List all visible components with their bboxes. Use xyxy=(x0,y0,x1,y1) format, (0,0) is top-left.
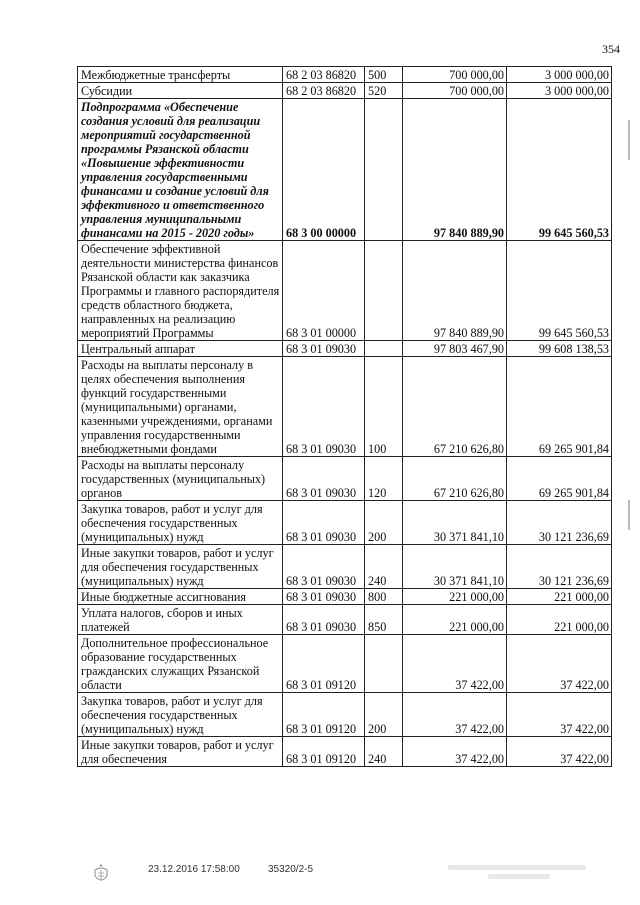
row-code: 68 3 01 09030 xyxy=(283,545,365,589)
row-name: Центральный аппарат xyxy=(78,341,283,357)
row-amount-2020: 37 422,00 xyxy=(507,737,612,767)
signature-watermark xyxy=(444,862,594,884)
table-row xyxy=(78,241,612,341)
row-amount-2019: 67 210 626,80 xyxy=(403,457,507,501)
row-expense-type xyxy=(365,341,403,357)
row-code: 68 3 01 09120 xyxy=(283,737,365,767)
row-amount-2019: 97 803 467,90 xyxy=(403,341,507,357)
row-code: 68 3 01 09030 xyxy=(283,501,365,545)
table-row xyxy=(78,67,612,83)
row-name: Закупка товаров, работ и услуг для обеспечения государственных (муниципальных) нужд xyxy=(78,501,283,545)
row-expense-type xyxy=(365,241,403,341)
row-code: 68 3 01 09120 xyxy=(283,635,365,693)
footer-datetime: 23.12.2016 17:58:00 xyxy=(148,864,240,875)
row-name: Дополнительное профессиональное образование государственных гражданских служащих Рязанской области xyxy=(78,635,283,693)
row-code: 68 3 00 00000 xyxy=(283,99,365,241)
row-amount-2020: 37 422,00 xyxy=(507,635,612,693)
row-amount-2020: 69 265 901,84 xyxy=(507,457,612,501)
row-code: 68 3 01 09030 xyxy=(283,589,365,605)
row-code: 68 3 01 09120 xyxy=(283,693,365,737)
margin-mark xyxy=(628,120,630,160)
table-row xyxy=(78,737,612,767)
row-expense-type: 100 xyxy=(365,357,403,457)
row-amount-2019: 37 422,00 xyxy=(403,737,507,767)
table-row xyxy=(78,635,612,693)
table-row xyxy=(78,589,612,605)
row-code: 68 3 01 09030 xyxy=(283,605,365,635)
row-amount-2019: 30 371 841,10 xyxy=(403,545,507,589)
row-name: Иные бюджетные ассигнования xyxy=(78,589,283,605)
row-amount-2020: 99 608 138,53 xyxy=(507,341,612,357)
row-amount-2019: 221 000,00 xyxy=(403,589,507,605)
row-name: Субсидии xyxy=(78,83,283,99)
row-expense-type: 850 xyxy=(365,605,403,635)
row-amount-2019: 700 000,00 xyxy=(403,67,507,83)
emblem-icon xyxy=(90,862,112,886)
row-amount-2020: 221 000,00 xyxy=(507,605,612,635)
row-expense-type xyxy=(365,635,403,693)
table-row xyxy=(78,693,612,737)
row-amount-2019: 37 422,00 xyxy=(403,635,507,693)
row-name: Иные закупки товаров, работ и услуг для обеспечения государственных (муниципальных) нужд xyxy=(78,545,283,589)
row-expense-type xyxy=(365,99,403,241)
row-amount-2019: 97 840 889,90 xyxy=(403,241,507,341)
table-row xyxy=(78,99,612,241)
row-name: Расходы на выплаты персоналу государственных (муниципальных) органов xyxy=(78,457,283,501)
row-amount-2020: 30 121 236,69 xyxy=(507,501,612,545)
footer-doc-number: 35320/2-5 xyxy=(268,864,314,875)
table-row xyxy=(78,545,612,589)
row-code: 68 3 01 09030 xyxy=(283,357,365,457)
row-amount-2019: 37 422,00 xyxy=(403,693,507,737)
budget-table xyxy=(77,66,612,767)
row-name: Уплата налогов, сборов и иных платежей xyxy=(78,605,283,635)
row-code: 68 3 01 00000 xyxy=(283,241,365,341)
table-body xyxy=(78,67,612,767)
row-amount-2019: 700 000,00 xyxy=(403,83,507,99)
row-amount-2020: 3 000 000,00 xyxy=(507,67,612,83)
row-name: Межбюджетные трансферты xyxy=(78,67,283,83)
row-amount-2019: 221 000,00 xyxy=(403,605,507,635)
row-amount-2020: 3 000 000,00 xyxy=(507,83,612,99)
row-expense-type: 120 xyxy=(365,457,403,501)
row-name: Закупка товаров, работ и услуг для обеспечения государственных (муниципальных) нужд xyxy=(78,693,283,737)
row-name: Обеспечение эффективной деятельности министерства финансов Рязанской области как заказчика Программы и главного распорядителя средств областного бюджета, направленных на реализацию мероприятий Программы xyxy=(78,241,283,341)
footer xyxy=(0,862,640,892)
row-expense-type: 240 xyxy=(365,737,403,767)
row-name: Подпрограмма «Обеспечение создания условий для реализации мероприятий государственной программы Рязанской области «Повышение эффективности управления государственными финансами и создание условий для эффективного и ответственного управления муниципальными финансами на 2015 - 2020 годы» xyxy=(78,99,283,241)
row-name: Расходы на выплаты персоналу в целях обеспечения выполнения функций государственными (муниципальными) органами, казенными учреждениями, органами управления государственными внебюджетными фондами xyxy=(78,357,283,457)
row-code: 68 2 03 86820 xyxy=(283,67,365,83)
row-amount-2020: 99 645 560,53 xyxy=(507,241,612,341)
table-row xyxy=(78,605,612,635)
table-row xyxy=(78,457,612,501)
row-code: 68 3 01 09030 xyxy=(283,457,365,501)
table-row xyxy=(78,83,612,99)
table-row xyxy=(78,357,612,457)
page-number: 354 xyxy=(602,42,620,56)
row-amount-2020: 99 645 560,53 xyxy=(507,99,612,241)
row-name: Иные закупки товаров, работ и услуг для обеспечения xyxy=(78,737,283,767)
row-amount-2019: 67 210 626,80 xyxy=(403,357,507,457)
row-amount-2020: 37 422,00 xyxy=(507,693,612,737)
table-row xyxy=(78,341,612,357)
margin-mark xyxy=(628,500,630,530)
row-expense-type: 200 xyxy=(365,501,403,545)
row-expense-type: 500 xyxy=(365,67,403,83)
row-expense-type: 800 xyxy=(365,589,403,605)
row-amount-2019: 30 371 841,10 xyxy=(403,501,507,545)
row-amount-2020: 30 121 236,69 xyxy=(507,545,612,589)
row-expense-type: 200 xyxy=(365,693,403,737)
row-code: 68 3 01 09030 xyxy=(283,341,365,357)
row-expense-type: 240 xyxy=(365,545,403,589)
row-amount-2020: 221 000,00 xyxy=(507,589,612,605)
row-expense-type: 520 xyxy=(365,83,403,99)
table-row xyxy=(78,501,612,545)
row-amount-2020: 69 265 901,84 xyxy=(507,357,612,457)
row-code: 68 2 03 86820 xyxy=(283,83,365,99)
row-amount-2019: 97 840 889,90 xyxy=(403,99,507,241)
